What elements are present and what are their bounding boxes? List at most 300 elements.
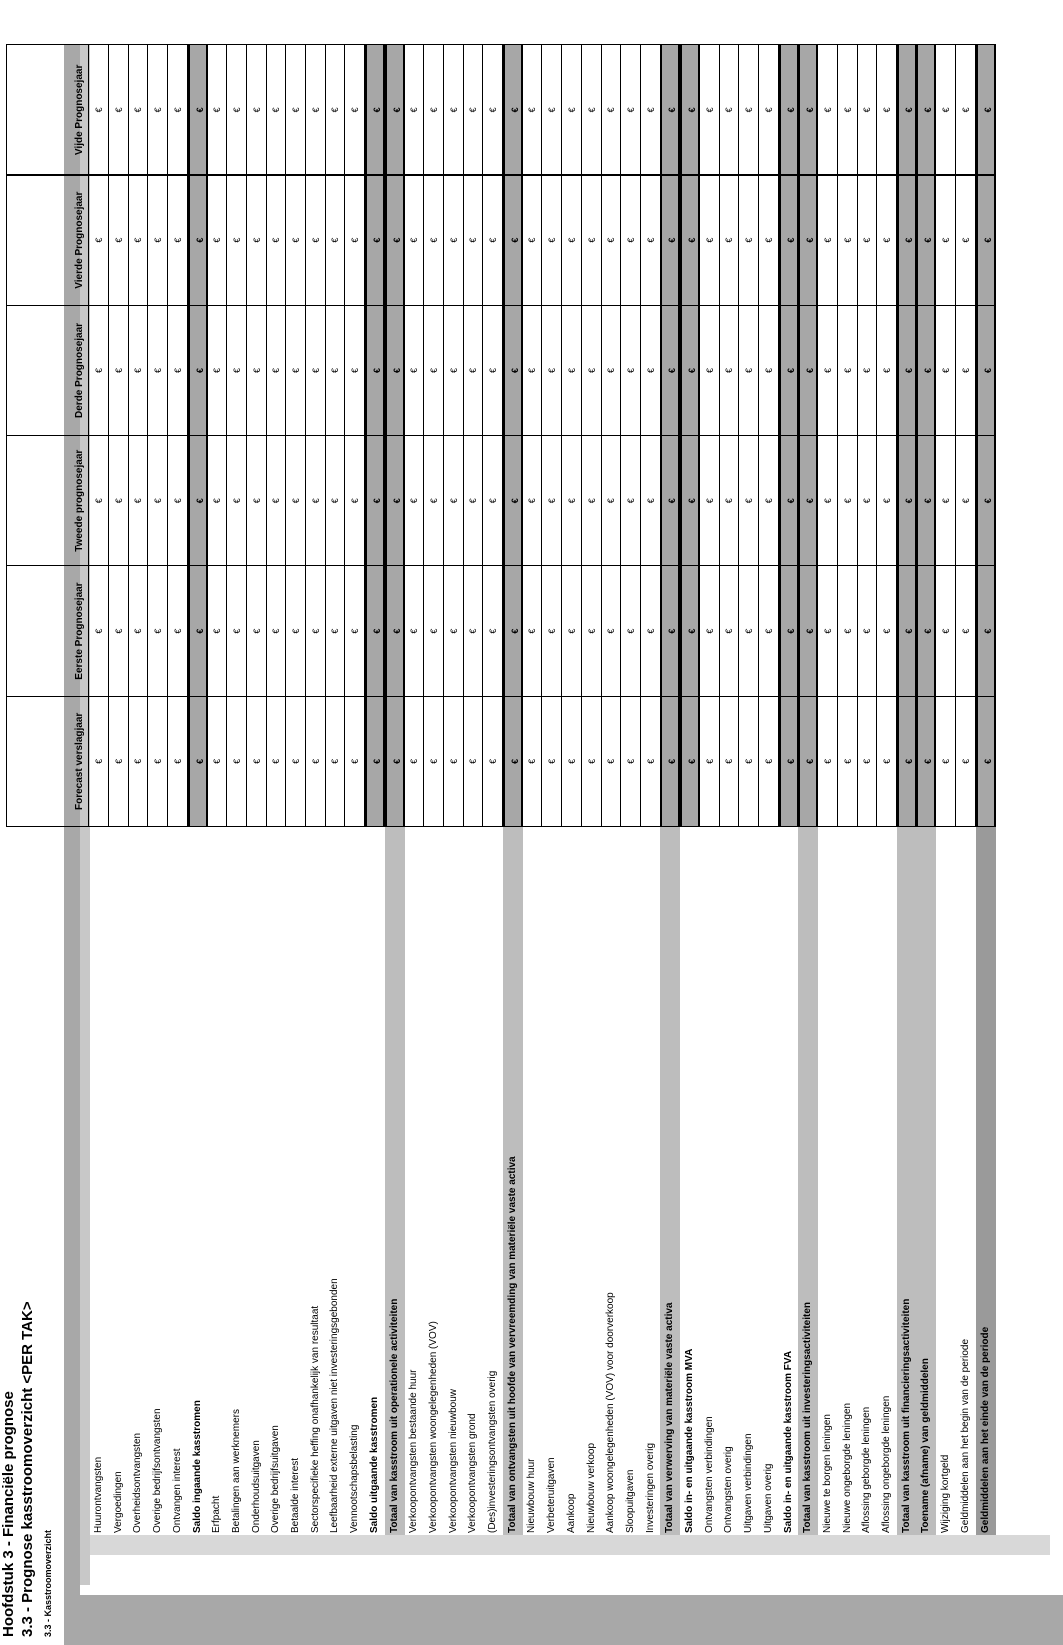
- table-cell[interactable]: €: [601, 44, 621, 175]
- table-cell[interactable]: €: [542, 305, 562, 436]
- table-cell[interactable]: €: [582, 435, 602, 566]
- table-cell[interactable]: €: [463, 44, 483, 175]
- table-cell[interactable]: €: [798, 435, 818, 566]
- table-cell[interactable]: €: [857, 435, 877, 566]
- table-cell[interactable]: €: [325, 435, 345, 566]
- table-cell[interactable]: €: [641, 175, 661, 306]
- column-header: Tweede prognosejaar: [6, 435, 89, 566]
- table-cell[interactable]: €: [227, 435, 247, 566]
- table-cell[interactable]: €: [188, 696, 208, 827]
- table-cell[interactable]: €: [424, 435, 444, 566]
- table-cell[interactable]: €: [857, 44, 877, 175]
- table-cell[interactable]: €: [365, 175, 385, 306]
- table-cell[interactable]: €: [325, 696, 345, 827]
- table-cell[interactable]: €: [601, 435, 621, 566]
- table-cell[interactable]: €: [266, 44, 286, 175]
- row-label: Sectorspecifieke heffing onafhankelijk van resultaat: [309, 1305, 321, 1533]
- table-cell[interactable]: €: [444, 565, 464, 696]
- table-cell[interactable]: €: [739, 44, 759, 175]
- row-label: Saldo ingaande kasstromen: [191, 1400, 203, 1533]
- table-cell[interactable]: €: [956, 175, 976, 306]
- table-cell[interactable]: €: [759, 305, 779, 436]
- table-cell[interactable]: €: [385, 565, 405, 696]
- table-cell[interactable]: €: [463, 696, 483, 827]
- table-cell[interactable]: €: [424, 305, 444, 436]
- column-header: Forecast verslagjaar: [6, 696, 89, 827]
- table-cell[interactable]: €: [109, 565, 129, 696]
- table-cell[interactable]: €: [759, 435, 779, 566]
- row-label: Totaal van kasstroom uit operationele activiteiten: [385, 827, 405, 1535]
- table-cell[interactable]: €: [444, 435, 464, 566]
- table-cell[interactable]: €: [306, 565, 326, 696]
- table-cell[interactable]: €: [148, 175, 168, 306]
- table-cell[interactable]: €: [227, 305, 247, 436]
- table-cell[interactable]: €: [798, 565, 818, 696]
- table-cell[interactable]: €: [128, 175, 148, 306]
- table-cell[interactable]: €: [857, 305, 877, 436]
- table-cell[interactable]: €: [680, 305, 700, 436]
- table-cell[interactable]: €: [325, 305, 345, 436]
- table-cell[interactable]: €: [365, 435, 385, 566]
- table-cell[interactable]: €: [621, 175, 641, 306]
- table-cell[interactable]: €: [857, 696, 877, 827]
- table-cell[interactable]: €: [266, 435, 286, 566]
- table-cell[interactable]: €: [759, 175, 779, 306]
- table-cell[interactable]: €: [818, 435, 838, 566]
- table-cell[interactable]: €: [641, 305, 661, 436]
- table-cell[interactable]: €: [247, 696, 267, 827]
- table-cell[interactable]: €: [798, 44, 818, 175]
- table-cell[interactable]: €: [168, 175, 188, 306]
- table-cell[interactable]: €: [621, 305, 641, 436]
- table-cell[interactable]: €: [385, 175, 405, 306]
- table-cell[interactable]: €: [522, 435, 542, 566]
- row-label: Totaal van kasstroom uit financieringsactiviteiten: [897, 827, 917, 1535]
- table-cell[interactable]: €: [582, 44, 602, 175]
- table-cell[interactable]: €: [660, 44, 680, 175]
- table-cell[interactable]: €: [877, 175, 897, 306]
- table-cell[interactable]: €: [227, 565, 247, 696]
- table-cell[interactable]: €: [365, 696, 385, 827]
- table-cell[interactable]: €: [916, 175, 936, 306]
- table-cell[interactable]: €: [385, 435, 405, 566]
- table-cell[interactable]: €: [877, 435, 897, 566]
- table-cell[interactable]: €: [700, 696, 720, 827]
- row-label: Saldo in- en uitgaande kasstroom MVA: [684, 1348, 695, 1533]
- table-cell[interactable]: €: [759, 696, 779, 827]
- table-cell[interactable]: €: [956, 44, 976, 175]
- table-cell[interactable]: €: [641, 565, 661, 696]
- table-cell[interactable]: €: [188, 44, 208, 175]
- table-cell[interactable]: €: [779, 175, 799, 306]
- table-cell[interactable]: €: [621, 565, 641, 696]
- table-cell[interactable]: €: [582, 565, 602, 696]
- table-cell[interactable]: €: [680, 565, 700, 696]
- table-cell[interactable]: €: [700, 44, 720, 175]
- table-cell[interactable]: €: [404, 175, 424, 306]
- table-cell[interactable]: €: [562, 435, 582, 566]
- table-cell[interactable]: €: [779, 696, 799, 827]
- table-cell[interactable]: €: [188, 175, 208, 306]
- table-cell[interactable]: €: [641, 44, 661, 175]
- table-cell[interactable]: €: [483, 44, 503, 175]
- table-cell[interactable]: €: [148, 565, 168, 696]
- table-cell[interactable]: €: [916, 44, 936, 175]
- table-cell[interactable]: €: [739, 696, 759, 827]
- table-cell[interactable]: €: [936, 696, 956, 827]
- table-cell[interactable]: €: [916, 435, 936, 566]
- table-cell[interactable]: €: [719, 44, 739, 175]
- table-cell[interactable]: €: [522, 565, 542, 696]
- table-cell[interactable]: €: [897, 175, 917, 306]
- table-cell[interactable]: €: [582, 305, 602, 436]
- table-cell[interactable]: €: [503, 565, 523, 696]
- table-cell[interactable]: €: [818, 44, 838, 175]
- table-cell[interactable]: €: [936, 435, 956, 566]
- table-cell[interactable]: €: [660, 175, 680, 306]
- table-cell[interactable]: €: [345, 175, 365, 306]
- table-cell[interactable]: €: [660, 696, 680, 827]
- table-cell[interactable]: €: [325, 565, 345, 696]
- table-cell[interactable]: €: [818, 696, 838, 827]
- row-label: Leefbaarheid externe uitgaven niet investeringsgebonden: [329, 1278, 341, 1533]
- table-cell[interactable]: €: [286, 435, 306, 566]
- table-cell[interactable]: €: [779, 44, 799, 175]
- table-cell[interactable]: €: [542, 565, 562, 696]
- table-cell[interactable]: €: [976, 435, 996, 566]
- table-cell[interactable]: €: [365, 565, 385, 696]
- table-cell[interactable]: €: [345, 305, 365, 436]
- table-cell[interactable]: €: [286, 696, 306, 827]
- table-cell[interactable]: €: [207, 435, 227, 566]
- table-cell[interactable]: €: [89, 305, 109, 436]
- table-cell[interactable]: €: [916, 696, 936, 827]
- table-cell[interactable]: €: [956, 696, 976, 827]
- table-cell[interactable]: €: [483, 305, 503, 436]
- table-cell[interactable]: €: [266, 175, 286, 306]
- table-cell[interactable]: €: [227, 696, 247, 827]
- table-cell[interactable]: €: [266, 565, 286, 696]
- table-cell[interactable]: €: [562, 696, 582, 827]
- table-cell[interactable]: €: [207, 565, 227, 696]
- table-cell[interactable]: €: [345, 435, 365, 566]
- row-label: Aankoop woongelegenheden (VOV) voor doorverkoop: [605, 1292, 617, 1533]
- table-cell[interactable]: €: [838, 305, 858, 436]
- table-cell[interactable]: €: [857, 565, 877, 696]
- table-cell[interactable]: €: [89, 565, 109, 696]
- table-cell[interactable]: €: [286, 565, 306, 696]
- row-label: Verkoopontvangsten grond: [467, 1413, 479, 1533]
- table-cell[interactable]: €: [345, 565, 365, 696]
- table-cell[interactable]: €: [444, 44, 464, 175]
- table-cell[interactable]: €: [444, 175, 464, 306]
- table-cell[interactable]: €: [680, 44, 700, 175]
- row-label: Betaalde interest: [290, 1457, 301, 1533]
- table-cell[interactable]: €: [247, 305, 267, 436]
- table-cell[interactable]: €: [365, 44, 385, 175]
- table-cell[interactable]: €: [601, 565, 621, 696]
- table-cell[interactable]: €: [542, 435, 562, 566]
- table-cell[interactable]: €: [739, 435, 759, 566]
- table-cell[interactable]: €: [562, 44, 582, 175]
- table-cell[interactable]: €: [838, 565, 858, 696]
- table-cell[interactable]: €: [582, 175, 602, 306]
- table-cell[interactable]: €: [483, 696, 503, 827]
- table-cell[interactable]: €: [247, 565, 267, 696]
- table-cell[interactable]: €: [306, 175, 326, 306]
- table-cell[interactable]: €: [956, 305, 976, 436]
- table-cell[interactable]: €: [128, 305, 148, 436]
- table-cell[interactable]: €: [168, 435, 188, 566]
- table-cell[interactable]: €: [759, 565, 779, 696]
- table-cell[interactable]: €: [503, 696, 523, 827]
- table-cell[interactable]: €: [739, 175, 759, 306]
- table-cell[interactable]: €: [404, 696, 424, 827]
- table-cell[interactable]: €: [936, 44, 956, 175]
- background-band: [90, 1535, 1050, 1555]
- table-cell[interactable]: €: [838, 435, 858, 566]
- table-cell[interactable]: €: [188, 565, 208, 696]
- table-cell[interactable]: €: [148, 305, 168, 436]
- table-cell[interactable]: €: [818, 305, 838, 436]
- table-cell[interactable]: €: [621, 696, 641, 827]
- table-cell[interactable]: €: [562, 565, 582, 696]
- table-cell[interactable]: €: [424, 175, 444, 306]
- table-cell[interactable]: €: [89, 696, 109, 827]
- table-cell[interactable]: €: [601, 305, 621, 436]
- table-cell[interactable]: €: [306, 44, 326, 175]
- table-cell[interactable]: €: [483, 435, 503, 566]
- table-cell[interactable]: €: [798, 305, 818, 436]
- table-cell[interactable]: €: [838, 696, 858, 827]
- table-cell[interactable]: €: [562, 175, 582, 306]
- table-cell[interactable]: €: [779, 305, 799, 436]
- table-cell[interactable]: €: [463, 305, 483, 436]
- table-cell[interactable]: €: [798, 175, 818, 306]
- row-label: Ontvangen interest: [171, 1448, 183, 1533]
- table-cell[interactable]: €: [266, 696, 286, 827]
- table-cell[interactable]: €: [188, 435, 208, 566]
- table-cell[interactable]: €: [877, 44, 897, 175]
- table-cell[interactable]: €: [345, 44, 365, 175]
- table-cell[interactable]: €: [503, 175, 523, 306]
- table-cell[interactable]: €: [444, 696, 464, 827]
- table-cell[interactable]: €: [463, 175, 483, 306]
- table-cell[interactable]: €: [503, 44, 523, 175]
- table-cell[interactable]: €: [286, 175, 306, 306]
- table-cell[interactable]: €: [148, 44, 168, 175]
- table-cell[interactable]: €: [897, 305, 917, 436]
- table-cell[interactable]: €: [542, 696, 562, 827]
- table-cell[interactable]: €: [700, 175, 720, 306]
- table-cell[interactable]: €: [404, 44, 424, 175]
- table-cell[interactable]: €: [306, 696, 326, 827]
- table-cell[interactable]: €: [168, 305, 188, 436]
- table-cell[interactable]: €: [109, 305, 129, 436]
- table-cell[interactable]: €: [424, 696, 444, 827]
- table-cell[interactable]: €: [286, 305, 306, 436]
- table-cell[interactable]: €: [976, 565, 996, 696]
- table-cell[interactable]: €: [503, 305, 523, 436]
- table-cell[interactable]: €: [916, 305, 936, 436]
- table-cell[interactable]: €: [109, 696, 129, 827]
- table-cell[interactable]: €: [641, 696, 661, 827]
- table-cell[interactable]: €: [759, 44, 779, 175]
- table-cell[interactable]: €: [877, 696, 897, 827]
- row-label: Wijziging kortgeld: [940, 1454, 952, 1533]
- table-cell[interactable]: €: [976, 305, 996, 436]
- row-label: Aflossing ongeborgde leningen: [881, 1395, 892, 1533]
- table-cell[interactable]: €: [522, 175, 542, 306]
- table-cell[interactable]: €: [306, 435, 326, 566]
- table-cell[interactable]: €: [483, 175, 503, 306]
- table-cell[interactable]: €: [404, 305, 424, 436]
- table-cell[interactable]: €: [897, 435, 917, 566]
- table-cell[interactable]: €: [542, 175, 562, 306]
- row-label: Saldo uitgaande kasstromen: [368, 1396, 380, 1533]
- table-cell[interactable]: €: [719, 175, 739, 306]
- table-cell[interactable]: €: [227, 175, 247, 306]
- table-cell[interactable]: €: [857, 175, 877, 306]
- table-cell[interactable]: €: [897, 696, 917, 827]
- row-label: Totaal van ontvangsten uit hoofde van vervreemding van materiële vaste activa: [503, 827, 523, 1535]
- table-cell[interactable]: €: [601, 175, 621, 306]
- table-cell[interactable]: €: [621, 44, 641, 175]
- table-cell[interactable]: €: [779, 435, 799, 566]
- table-cell[interactable]: €: [207, 175, 227, 306]
- table-cell[interactable]: €: [897, 565, 917, 696]
- table-cell[interactable]: €: [385, 696, 405, 827]
- table-cell[interactable]: €: [188, 305, 208, 436]
- table-cell[interactable]: €: [463, 565, 483, 696]
- page-subtitle: 3.3 - Prognose kasstroomoverzicht <PER TAK>: [19, 1301, 36, 1637]
- table-cell[interactable]: €: [542, 44, 562, 175]
- table-cell[interactable]: €: [779, 565, 799, 696]
- table-cell[interactable]: €: [897, 44, 917, 175]
- table-cell[interactable]: €: [522, 696, 542, 827]
- table-cell[interactable]: €: [562, 305, 582, 436]
- row-label: Sloopuitgaven: [624, 1469, 636, 1533]
- table-cell[interactable]: €: [680, 175, 700, 306]
- table-cell[interactable]: €: [365, 305, 385, 436]
- table-cell[interactable]: €: [621, 435, 641, 566]
- table-cell[interactable]: €: [266, 305, 286, 436]
- table-cell[interactable]: €: [798, 696, 818, 827]
- table-cell[interactable]: €: [582, 696, 602, 827]
- table-cell[interactable]: €: [956, 565, 976, 696]
- table-cell[interactable]: €: [739, 565, 759, 696]
- table-cell[interactable]: €: [128, 435, 148, 566]
- table-cell[interactable]: €: [503, 435, 523, 566]
- section-label: 3.3 - Kasstroomoverzicht: [43, 1529, 53, 1637]
- table-cell[interactable]: €: [976, 175, 996, 306]
- table-cell[interactable]: €: [700, 435, 720, 566]
- table-cell[interactable]: €: [700, 565, 720, 696]
- table-cell[interactable]: €: [444, 305, 464, 436]
- table-cell[interactable]: €: [936, 175, 956, 306]
- table-cell[interactable]: €: [404, 565, 424, 696]
- table-cell[interactable]: €: [739, 305, 759, 436]
- table-cell[interactable]: €: [719, 696, 739, 827]
- table-cell[interactable]: €: [207, 696, 227, 827]
- table-cell[interactable]: €: [286, 44, 306, 175]
- table-cell[interactable]: €: [89, 44, 109, 175]
- row-label: Uitgaven overig: [762, 1463, 774, 1533]
- table-cell[interactable]: €: [109, 435, 129, 566]
- row-label: (Des)investeringsontvangsten overig: [487, 1370, 498, 1533]
- table-cell[interactable]: €: [325, 44, 345, 175]
- table-cell[interactable]: €: [641, 435, 661, 566]
- table-cell[interactable]: €: [227, 44, 247, 175]
- table-cell[interactable]: €: [128, 565, 148, 696]
- table-cell[interactable]: €: [424, 565, 444, 696]
- table-cell[interactable]: €: [483, 565, 503, 696]
- table-cell[interactable]: €: [247, 435, 267, 566]
- table-cell[interactable]: €: [818, 565, 838, 696]
- table-cell[interactable]: €: [936, 305, 956, 436]
- table-cell[interactable]: €: [700, 305, 720, 436]
- row-label: Totaal van verwerving van materiële vaste activa: [660, 827, 680, 1535]
- table-cell[interactable]: €: [168, 565, 188, 696]
- table-cell[interactable]: €: [385, 44, 405, 175]
- table-cell[interactable]: €: [109, 175, 129, 306]
- table-cell[interactable]: €: [109, 44, 129, 175]
- table-cell[interactable]: €: [956, 435, 976, 566]
- table-cell[interactable]: €: [128, 696, 148, 827]
- table-cell[interactable]: €: [976, 44, 996, 175]
- table-cell[interactable]: €: [660, 435, 680, 566]
- table-cell[interactable]: €: [719, 305, 739, 436]
- table-cell[interactable]: €: [325, 175, 345, 306]
- table-cell[interactable]: €: [306, 305, 326, 436]
- table-cell[interactable]: €: [818, 175, 838, 306]
- table-cell[interactable]: €: [660, 565, 680, 696]
- table-cell[interactable]: €: [247, 175, 267, 306]
- table-cell[interactable]: €: [601, 696, 621, 827]
- table-cell[interactable]: €: [719, 435, 739, 566]
- table-cell[interactable]: €: [877, 565, 897, 696]
- table-cell[interactable]: €: [719, 565, 739, 696]
- table-cell[interactable]: €: [424, 44, 444, 175]
- table-cell[interactable]: €: [680, 696, 700, 827]
- table-cell[interactable]: €: [89, 435, 109, 566]
- table-cell[interactable]: €: [877, 305, 897, 436]
- table-cell[interactable]: €: [936, 565, 956, 696]
- table-cell[interactable]: €: [522, 44, 542, 175]
- table-cell[interactable]: €: [207, 305, 227, 436]
- table-cell[interactable]: €: [345, 696, 365, 827]
- table-cell[interactable]: €: [385, 305, 405, 436]
- table-cell[interactable]: €: [680, 435, 700, 566]
- table-cell[interactable]: €: [148, 696, 168, 827]
- table-cell[interactable]: €: [976, 696, 996, 827]
- table-cell[interactable]: €: [168, 44, 188, 175]
- table-cell[interactable]: €: [404, 435, 424, 566]
- table-cell[interactable]: €: [838, 175, 858, 306]
- table-cell[interactable]: €: [916, 565, 936, 696]
- table-cell[interactable]: €: [89, 175, 109, 306]
- table-cell[interactable]: €: [660, 305, 680, 436]
- table-cell[interactable]: €: [463, 435, 483, 566]
- table-cell[interactable]: €: [207, 44, 227, 175]
- table-cell[interactable]: €: [838, 44, 858, 175]
- table-cell[interactable]: €: [522, 305, 542, 436]
- row-label: Overige bedrijfsuitgaven: [270, 1425, 282, 1533]
- table-cell[interactable]: €: [128, 44, 148, 175]
- table-cell[interactable]: €: [168, 696, 188, 827]
- table-cell[interactable]: €: [247, 44, 267, 175]
- table-cell[interactable]: €: [148, 435, 168, 566]
